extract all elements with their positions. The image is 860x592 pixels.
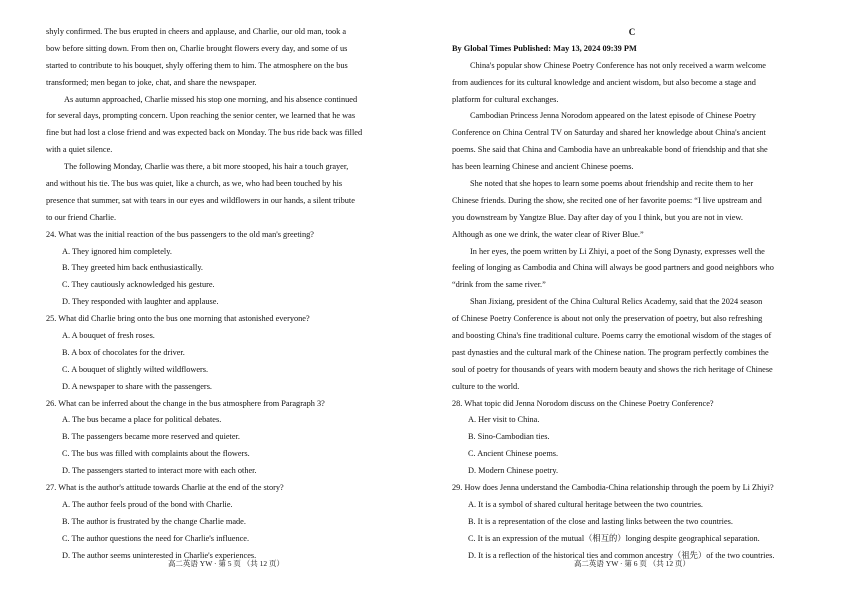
text-line: of Chinese Poetry Conference is about not only the preservation of poetry, but also refreshing [452, 314, 763, 324]
text-line: Conference on China Central TV on Saturday and shared her knowledge about China's ancient [452, 128, 766, 138]
option-c: C. They cautiously acknowledged his gesture. [62, 280, 215, 290]
text-line: bow before sitting down. From then on, Charlie brought flowers every day, and some of us [46, 43, 348, 53]
text-line: China's popular show Chinese Poetry Conference has not only received a warm welcome [470, 60, 766, 70]
option-d: D. A newspaper to share with the passengers. [62, 381, 212, 391]
text-line: and boosting China's fine traditional culture. Poems carry the emotional wisdom of the stages of [452, 331, 772, 341]
option-a: A. Her visit to China. [468, 415, 540, 425]
option-d: D. The passengers started to interact more with each other. [62, 466, 257, 476]
text-line: presence that summer, sat with tears in our eyes and wildflowers in our hands, a silent tribute [46, 195, 355, 205]
text-line: transformed; men began to joke, chat, and share the newspaper. [46, 77, 257, 87]
right-page-text [452, 24, 812, 565]
question-29: 29. How does Jenna understand the Cambodia-China relationship through the poem by Li Zhiyi? [452, 483, 774, 493]
option-b: B. The passengers became more reserved and quieter. [62, 432, 240, 442]
text-line: started to contribute to his bouquet, shyly offering them to him. The atmosphere on the bus [46, 60, 348, 70]
text-line: As autumn approached, Charlie missed his stop one morning, and his absence continued [64, 94, 358, 104]
text-line: poems. She said that China and Cambodia have an unbreakable bond of friendship and that she [452, 145, 768, 155]
option-d: D. They responded with laughter and applause. [62, 297, 219, 307]
option-c: C. The author questions the need for Charlie's influence. [62, 533, 250, 543]
text-line: In her eyes, the poem written by Li Zhiyi, a poet of the Song Dynasty, expresses well the [470, 246, 765, 256]
text-line: has been learning Chinese and ancient Chinese poems. [452, 162, 634, 172]
text-line: “drink from the same river.” [452, 280, 546, 290]
option-a: A. They ignored him completely. [62, 246, 172, 256]
option-c: C. A bouquet of slightly wilted wildflowers. [62, 364, 209, 374]
text-line: for several days, prompting concern. Upon reaching the senior center, we learned that he was [46, 111, 356, 121]
question-25: 25. What did Charlie bring onto the bus one morning that astonished everyone? [46, 314, 310, 324]
text-line: She noted that she hopes to learn some poems about friendship and recite them to her [470, 179, 754, 189]
option-c: C. Ancient Chinese poems. [468, 449, 559, 459]
article-byline: By Global Times Published: May 13, 2024 09:39 PM [452, 43, 637, 53]
text-line: to our friend Charlie. [46, 212, 117, 222]
option-c: C. The bus was filled with complaints about the flowers. [62, 449, 250, 459]
question-28: 28. What topic did Jenna Norodom discuss on the Chinese Poetry Conference? [452, 398, 714, 408]
text-line: platform for cultural exchanges. [452, 94, 559, 104]
option-b: B. The author is frustrated by the change Charlie made. [62, 516, 246, 526]
text-line: culture to the world. [452, 381, 520, 391]
page-footer-left: 高二英语 YW · 第 5 页 （共 12 页） [167, 559, 285, 568]
option-b: B. Sino-Cambodian ties. [468, 432, 550, 442]
option-b: B. They greeted him back enthusiastically. [62, 263, 204, 273]
section-heading: C [628, 27, 636, 37]
text-line: Although as one we drink, the water clear of River Blue.” [452, 229, 644, 239]
option-c: C. It is an expression of the mutual（相互的）longing despite geographical separation. [468, 533, 760, 543]
question-27: 27. What is the author's attitude towards Charlie at the end of the story? [46, 483, 284, 493]
text-line: you downstream by Yangtze Blue. Day after day of you I think, but you are not in view. [452, 212, 743, 222]
text-line: Chinese friends. During the show, she recited one of her favorite poems: “I live upstream and [452, 195, 762, 205]
question-26: 26. What can be inferred about the change in the bus atmosphere from Paragraph 3? [46, 398, 325, 408]
text-line: Cambodian Princess Jenna Norodom appeared on the latest episode of Chinese Poetry [470, 111, 756, 121]
text-line: from audiences for its cultural knowledge and ancient wisdom, but also become a stage and [452, 77, 756, 87]
text-line: shyly confirmed. The bus erupted in cheers and applause, and Charlie, our old man, took a [46, 27, 347, 36]
page-footer-right: 高二英语 YW · 第 6 页 （共 12 页） [573, 559, 691, 568]
option-d: D. The author seems uninterested in Charlie's experiences. [62, 550, 257, 560]
text-line: and without his tie. The bus was quiet, like a church, as we, who had been touched by his [46, 179, 343, 189]
option-a: A. The bus became a place for political debates. [62, 415, 222, 425]
text-line: soul of poetry for thousands of years with modern beauty and shows the rich heritage of Chinese [452, 364, 773, 374]
option-d: D. It is a reflection of the historical ties and common ancestry（祖先）of the two countries. [468, 550, 775, 560]
question-24: 24. What was the initial reaction of the bus passengers to the old man's greeting? [46, 229, 314, 239]
option-b: B. A box of chocolates for the driver. [62, 347, 185, 357]
text-line: Shan Jixiang, president of the China Cultural Relics Academy, said that the 2024 season [470, 297, 763, 307]
text-line: fine but had lost a close friend and was expected back on Monday. The bus ride back was filled [46, 128, 363, 138]
option-d: D. Modern Chinese poetry. [468, 466, 559, 476]
text-line: feeling of longing as Cambodia and China will always be good partners and good neighbors who [452, 263, 774, 273]
left-page-text [46, 24, 406, 565]
option-a: A. It is a symbol of shared cultural heritage between the two countries. [468, 499, 704, 509]
text-line: The following Monday, Charlie was there, a bit more stooped, his hair a touch grayer, [64, 162, 349, 172]
text-line: past dynasties and the cultural mark of the Chinese nation. The program perfectly combines the [452, 347, 769, 357]
option-b: B. It is a representation of the close and lasting links between the two countries. [468, 516, 733, 526]
option-a: A. A bouquet of fresh roses. [62, 331, 155, 341]
option-a: A. The author feels proud of the bond with Charlie. [62, 499, 233, 509]
text-line: with a quiet silence. [46, 145, 113, 155]
